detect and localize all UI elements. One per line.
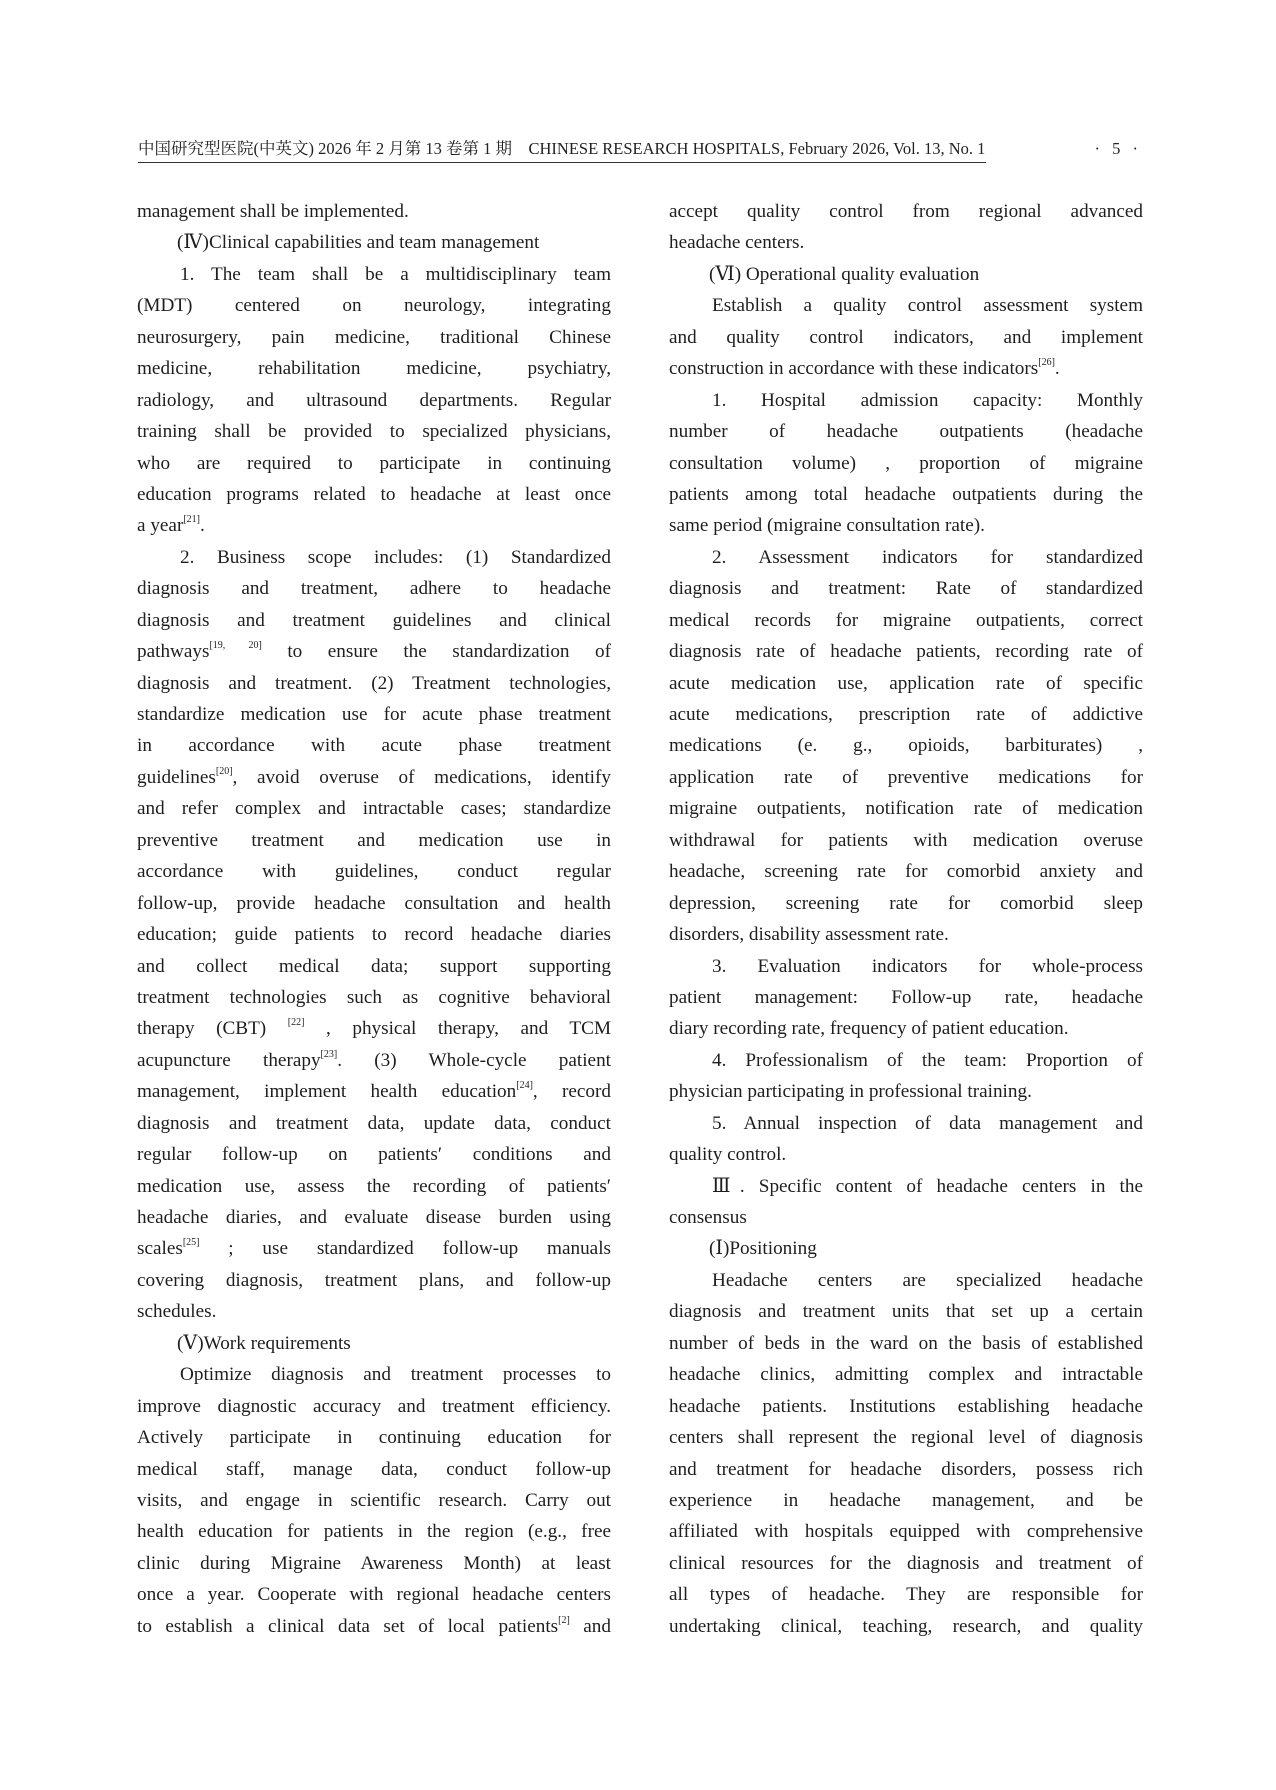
text-line — [137, 479, 611, 510]
page-number: · 5 · — [1094, 139, 1138, 158]
text-line — [137, 510, 611, 541]
text-line-content: and quality control indicators, and implement — [669, 326, 1143, 348]
text-line-content: Establish a quality control assessment system — [712, 295, 1143, 317]
citation-superscript: [20] — [215, 765, 233, 777]
text-line-content: diagnosis and treatment guidelines and clinical — [137, 609, 611, 631]
text-line-content: treatment technologies such as cognitive behavioral — [137, 986, 611, 1008]
text-line-content: to establish a clinical data set of local patients — [137, 1615, 559, 1637]
text-line — [669, 951, 1143, 982]
text-line — [669, 762, 1143, 793]
text-line-content: diagnosis rate of headache patients, recording rate of — [669, 641, 1143, 663]
text-line-content: medication use, assess the recording of patients′ — [137, 1175, 611, 1197]
text-line-content: Headache centers are specialized headache — [712, 1269, 1143, 1291]
text-line-content: (MDT) centered on neurology, integrating — [137, 295, 611, 317]
text-line-content: accordance with guidelines, conduct regular — [137, 861, 611, 883]
text-line-content: preventive treatment and medication use in — [137, 829, 611, 851]
text-line — [137, 1296, 611, 1327]
text-line — [137, 762, 611, 793]
text-line — [137, 1359, 611, 1390]
text-line — [137, 605, 611, 636]
text-line — [137, 1202, 611, 1233]
text-line — [137, 1548, 611, 1579]
text-line-content: 1. Hospital admission capacity: Monthly — [712, 389, 1143, 411]
text-line — [137, 1391, 611, 1422]
text-line — [137, 385, 611, 416]
text-line — [669, 542, 1143, 573]
text-line-content: diagnosis and treatment. (2) Treatment technologies, — [137, 672, 611, 694]
text-line-content: withdrawal for patients with medication overuse — [669, 829, 1143, 851]
text-line-content: and treatment for headache disorders, possess rich — [669, 1458, 1143, 1480]
text-line-content: diagnosis and treatment: Rate of standardized — [669, 578, 1143, 600]
text-line-content: health education for patients in the region (e.g., free — [137, 1521, 611, 1543]
text-line — [137, 1139, 611, 1170]
text-line-content: application rate of preventive medications for — [669, 766, 1143, 788]
text-line — [137, 793, 611, 824]
text-line — [137, 919, 611, 950]
text-line-content: schedules. — [137, 1301, 217, 1323]
text-line-content: visits, and engage in scientific research. Carry out — [137, 1489, 611, 1511]
text-line — [669, 1296, 1143, 1327]
text-line-content: (Ⅳ)Clinical capabilities and team management — [177, 232, 540, 254]
text-line-content: migraine outpatients, notification rate of medication — [669, 798, 1143, 820]
text-line-continuation: ; use standardized follow-up manuals — [199, 1238, 611, 1260]
text-line — [137, 227, 611, 258]
text-line-content: follow-up, provide headache consultation and health — [137, 892, 611, 914]
text-line-content: 1. The team shall be a multidisciplinary team — [180, 263, 611, 285]
text-line — [669, 1139, 1143, 1170]
text-line — [137, 1108, 611, 1139]
text-line — [669, 416, 1143, 447]
text-line-content: 5. Annual inspection of data management and — [712, 1112, 1143, 1134]
text-line-content: (Ⅴ)Work requirements — [177, 1332, 351, 1354]
text-line — [137, 259, 611, 290]
text-line-continuation: . — [1054, 358, 1060, 380]
text-line — [137, 699, 611, 730]
text-line — [137, 322, 611, 353]
text-line-content: diagnosis and treatment data, update data, conduct — [137, 1112, 611, 1134]
text-line — [137, 982, 611, 1013]
text-line-content: headache patients. Institutions establishing headache — [669, 1395, 1143, 1417]
text-line-content: (Ⅰ)Positioning — [709, 1238, 817, 1260]
text-line-content: neurosurgery, pain medicine, traditional Chinese — [137, 326, 611, 348]
text-line — [669, 1359, 1143, 1390]
text-line — [137, 1076, 611, 1107]
text-line-content: acute medication use, application rate of specific — [669, 672, 1143, 694]
text-line-continuation: to ensure the standardization of — [261, 641, 611, 663]
text-line-content: quality control. — [669, 1144, 787, 1166]
text-line-content: scales — [137, 1238, 183, 1260]
text-line — [137, 196, 611, 227]
text-line-content: consensus — [669, 1207, 747, 1228]
text-line-content: therapy (CBT) — [137, 1018, 288, 1040]
text-line-content: Ⅲ. Specific content of headache centers in the — [712, 1175, 1143, 1197]
text-line-content: and collect medical data; support supporting — [137, 955, 611, 977]
text-line-content: medical staff, manage data, conduct follow-up — [137, 1458, 611, 1480]
text-line — [137, 448, 611, 479]
text-line — [669, 1516, 1143, 1547]
text-line — [137, 1328, 611, 1359]
text-line-content: diagnosis and treatment, adhere to headache — [137, 578, 611, 600]
text-line — [669, 668, 1143, 699]
text-line-content: Optimize diagnosis and treatment processes to — [180, 1364, 611, 1386]
citation-superscript: [25] — [182, 1237, 200, 1249]
running-title: 中国研究型医院(中英文) 2026 年 2 月第 13 卷第 1 期 CHINESE RESEARCH HOSPITALS, February 2026, Vol. 13, No. 1 — [138, 139, 986, 158]
text-line-content: number of beds in the ward on the basis of established — [669, 1332, 1143, 1354]
text-line — [137, 416, 611, 447]
text-line — [137, 573, 611, 604]
text-line — [669, 510, 1143, 541]
text-line — [669, 1391, 1143, 1422]
text-line — [669, 1548, 1143, 1579]
text-line — [137, 888, 611, 919]
text-line-content: construction in accordance with these indicators — [669, 358, 1039, 380]
text-line-content: management shall be implemented. — [137, 201, 409, 222]
text-line-content: undertaking clinical, teaching, research, and quality — [669, 1615, 1143, 1637]
text-line-content: accept quality control from regional advanced — [669, 201, 1143, 222]
text-line-content: consultation volume) , proportion of migraine — [669, 452, 1143, 474]
text-line — [669, 1013, 1143, 1044]
text-line — [137, 1171, 611, 1202]
text-line-content: (Ⅵ) Operational quality evaluation — [709, 263, 980, 285]
citation-superscript: [21] — [183, 514, 201, 526]
text-line-content: in accordance with acute phase treatment — [137, 735, 611, 757]
text-line — [669, 1611, 1143, 1642]
text-line — [669, 1579, 1143, 1610]
text-line-content: centers shall represent the regional level of diagnosis — [669, 1427, 1143, 1449]
text-line-content: 4. Professionalism of the team: Proportion of — [712, 1049, 1143, 1071]
citation-superscript: [19, 20] — [209, 640, 262, 652]
text-line — [137, 951, 611, 982]
text-line-content: acupuncture therapy — [137, 1049, 321, 1071]
text-line — [137, 1611, 611, 1642]
text-line-continuation: . — [200, 515, 205, 537]
text-line — [669, 448, 1143, 479]
text-line — [669, 1045, 1143, 1076]
text-line — [669, 1202, 1143, 1233]
text-line — [669, 1422, 1143, 1453]
right-column — [669, 196, 1143, 1642]
text-line-content: headache centers. — [669, 232, 805, 254]
citation-superscript: [2] — [558, 1614, 570, 1626]
text-line — [669, 730, 1143, 761]
text-line — [137, 1265, 611, 1296]
text-line-content: same period (migraine consultation rate). — [669, 515, 985, 537]
text-line — [669, 1328, 1143, 1359]
text-line — [669, 1076, 1143, 1107]
text-line-content: 2. Assessment indicators for standardized — [712, 546, 1143, 568]
text-line-content: patient management: Follow-up rate, headache — [669, 986, 1143, 1008]
text-line — [137, 825, 611, 856]
text-line-content: standardize medication use for acute phase treatment — [137, 704, 611, 725]
text-line — [669, 888, 1143, 919]
text-line-content: depression, screening rate for comorbid sleep — [669, 892, 1143, 914]
text-line — [669, 1171, 1143, 1202]
text-line — [669, 290, 1143, 321]
text-line-content: headache clinics, admitting complex and intractable — [669, 1364, 1143, 1386]
text-line-content: number of headache outpatients (headache — [669, 421, 1143, 443]
text-line — [137, 856, 611, 887]
text-line — [669, 982, 1143, 1013]
citation-superscript: [22] — [287, 1017, 305, 1029]
text-line — [137, 1454, 611, 1485]
text-line-content: medical records for migraine outpatients, correct — [669, 609, 1143, 631]
text-line-content: a year — [137, 515, 184, 537]
text-line — [137, 1485, 611, 1516]
text-line — [669, 259, 1143, 290]
text-line-content: all types of headache. They are responsible for — [669, 1584, 1143, 1606]
text-line — [669, 1108, 1143, 1139]
text-line-content: 2. Business scope includes: (1) Standardized — [180, 546, 611, 568]
text-line-continuation: , avoid overuse of medications, identify — [232, 766, 611, 788]
text-line-content: guidelines — [137, 766, 216, 788]
text-line — [669, 322, 1143, 353]
text-line — [137, 636, 611, 667]
left-column — [137, 196, 611, 1642]
text-line-continuation: , record — [532, 1081, 611, 1103]
text-line-content: Actively participate in continuing education for — [137, 1427, 611, 1449]
text-line-content: regular follow-up on patients′ conditions and — [137, 1144, 611, 1166]
text-line — [137, 1422, 611, 1453]
text-line-content: diagnosis and treatment units that set up a certain — [669, 1301, 1143, 1323]
text-line — [137, 1013, 611, 1044]
text-line — [669, 227, 1143, 258]
text-line-content: physician participating in professional training. — [669, 1081, 1032, 1103]
text-line-content: patients among total headache outpatients during the — [669, 483, 1143, 505]
text-line — [137, 730, 611, 761]
text-line — [137, 1233, 611, 1264]
text-line — [669, 479, 1143, 510]
text-line-continuation: , physical therapy, and TCM — [304, 1018, 611, 1040]
text-line-content: headache, screening rate for comorbid anxiety and — [669, 861, 1143, 883]
text-line — [669, 1485, 1143, 1516]
header-rule — [138, 162, 986, 163]
running-header — [138, 138, 1138, 164]
text-line-content: and refer complex and intractable cases; standardize — [137, 798, 611, 820]
text-line — [137, 542, 611, 573]
text-line-content: affiliated with hospitals equipped with comprehensive — [669, 1521, 1143, 1543]
text-line — [669, 196, 1143, 227]
text-line-content: disorders, disability assessment rate. — [669, 924, 949, 946]
text-line-content: diary recording rate, frequency of patient education. — [669, 1018, 1069, 1040]
text-line — [669, 1265, 1143, 1296]
text-line-continuation: . (3) Whole-cycle patient — [337, 1049, 611, 1071]
text-line-content: training shall be provided to specialized physicians, — [137, 421, 611, 443]
text-line — [669, 636, 1143, 667]
text-line — [137, 1516, 611, 1547]
text-line-content: improve diagnostic accuracy and treatment efficiency. — [137, 1395, 611, 1417]
text-line-content: radiology, and ultrasound departments. Regular — [137, 389, 611, 411]
text-line-content: medicine, rehabilitation medicine, psychiatry, — [137, 358, 611, 380]
text-line — [669, 573, 1143, 604]
text-line — [137, 668, 611, 699]
text-line-content: management, implement health education — [137, 1081, 517, 1103]
text-line — [669, 825, 1143, 856]
text-line — [669, 919, 1143, 950]
text-line-content: headache diaries, and evaluate disease burden using — [137, 1207, 611, 1228]
text-line-content: clinical resources for the diagnosis and treatment of — [669, 1552, 1143, 1574]
text-line — [669, 353, 1143, 384]
text-line — [137, 290, 611, 321]
text-line — [669, 1454, 1143, 1485]
text-line — [669, 699, 1143, 730]
text-line-content: education; guide patients to record headache diaries — [137, 924, 611, 946]
text-line-content: 3. Evaluation indicators for whole-process — [712, 955, 1143, 977]
text-line — [669, 856, 1143, 887]
citation-superscript: [23] — [320, 1048, 338, 1060]
text-line — [669, 605, 1143, 636]
citation-superscript: [24] — [516, 1080, 533, 1092]
text-line-content: covering diagnosis, treatment plans, and follow-up — [137, 1269, 611, 1291]
text-line-content: education programs related to headache at least once — [137, 483, 611, 505]
text-line — [669, 1233, 1143, 1264]
text-line-content: clinic during Migraine Awareness Month) at least — [137, 1552, 611, 1574]
text-line — [669, 385, 1143, 416]
citation-superscript: [26] — [1038, 357, 1055, 369]
text-line-content: who are required to participate in continuing — [137, 452, 611, 474]
text-line-content: once a year. Cooperate with regional headache centers — [137, 1584, 611, 1606]
text-line-content: medications (e. g., opioids, barbiturates) , — [669, 735, 1143, 757]
text-line — [137, 353, 611, 384]
text-line — [669, 793, 1143, 824]
text-line — [137, 1045, 611, 1076]
text-line-content: acute medications, prescription rate of addictive — [669, 704, 1143, 725]
text-line-content: pathways — [137, 641, 210, 663]
text-line-content: experience in headache management, and be — [669, 1489, 1143, 1511]
text-line-continuation: and — [569, 1615, 611, 1637]
text-line — [137, 1579, 611, 1610]
